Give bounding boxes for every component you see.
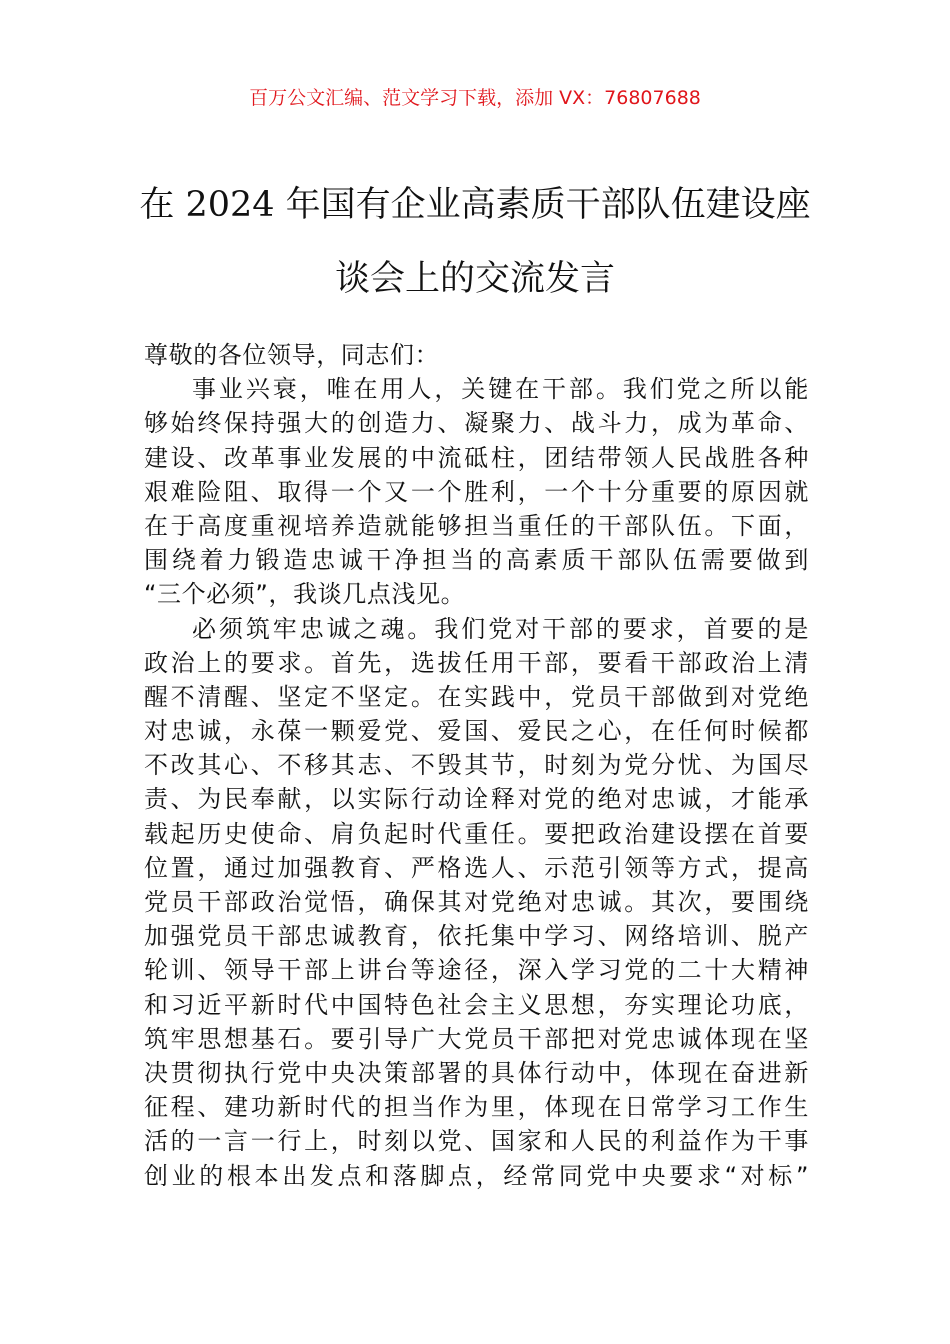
paragraph-line: 不改其心、不移其志、不毁其节，时刻为党分忧、为国尽 <box>144 751 809 780</box>
paragraph-line: 够始终保持强大的创造力、凝聚力、战斗力，成为革命、 <box>144 409 809 438</box>
document-title <box>130 168 820 316</box>
paragraph-line: 和习近平新时代中国特色社会主义思想，夯实理论功底， <box>144 990 809 1019</box>
title-line: 在 2024 年国有企业高素质干部队伍建设座 <box>139 185 811 225</box>
title-line: 谈会上的交流发言 <box>334 259 615 299</box>
paragraph-line: “三个必须”，我谈几点浅见。 <box>144 580 466 609</box>
paragraph-line: 醒不清醒、坚定不坚定。在实践中，党员干部做到对党绝 <box>144 682 809 711</box>
paragraph-line: 在于高度重视培养造就能够担当重任的干部队伍。下面， <box>144 511 809 540</box>
paragraph-line: 筑牢思想基石。要引导广大党员干部把对党忠诚体现在坚 <box>144 1024 809 1053</box>
paragraph-line: 对忠诚，永葆一颗爱党、爱国、爱民之心，在任何时候都 <box>144 717 809 746</box>
paragraph-line: 载起历史使命、肩负起时代重任。要把政治建设摆在首要 <box>144 819 809 848</box>
paragraph-line: 党员干部政治觉悟，确保其对党绝对忠诚。其次，要围绕 <box>144 888 809 916</box>
paragraph-line: 征程、建功新时代的担当作为里，体现在日常学习工作生 <box>144 1093 809 1122</box>
document-body <box>144 338 809 1193</box>
paragraph-line: 政治上的要求。首先，选拔任用干部，要看干部政治上清 <box>144 648 809 677</box>
paragraph-line: 艰难险阻、取得一个又一个胜利，一个十分重要的原因就 <box>144 477 809 506</box>
paragraph-line: 加强党员干部忠诚教育，依托集中学习、网络培训、脱产 <box>144 922 809 951</box>
paragraph-line: 活的一言一行上，时刻以党、国家和人民的利益作为干事 <box>144 1127 809 1156</box>
paragraph-line: 建设、改革事业发展的中流砥柱，团结带领人民战胜各种 <box>144 443 809 472</box>
watermark-banner: 百万公文汇编、范文学习下载，添加 VX：76807688 <box>249 87 701 109</box>
paragraph-line: 创业的根本出发点和落脚点，经常同党中央要求“对标” <box>144 1161 809 1190</box>
paragraph-line: 责、为民奉献，以实际行动诠释对党的绝对忠诚，才能承 <box>144 785 809 814</box>
paragraph-line: 决贯彻执行党中央决策部署的具体行动中，体现在奋进新 <box>144 1058 809 1087</box>
salutation: 尊敬的各位领导，同志们： <box>144 341 440 369</box>
paragraph-line: 位置，通过加强教育、严格选人、示范引领等方式，提高 <box>144 853 809 882</box>
paragraph-line: 必须筑牢忠诚之魂。我们党对干部的要求，首要的是 <box>192 614 809 643</box>
paragraph-line: 围绕着力锻造忠诚干净担当的高素质干部队伍需要做到 <box>144 546 809 575</box>
paragraph-line: 轮训、领导干部上讲台等途径，深入学习党的二十大精神 <box>144 956 809 985</box>
paragraph-line: 事业兴衰，唯在用人，关键在干部。我们党之所以能 <box>192 375 809 404</box>
